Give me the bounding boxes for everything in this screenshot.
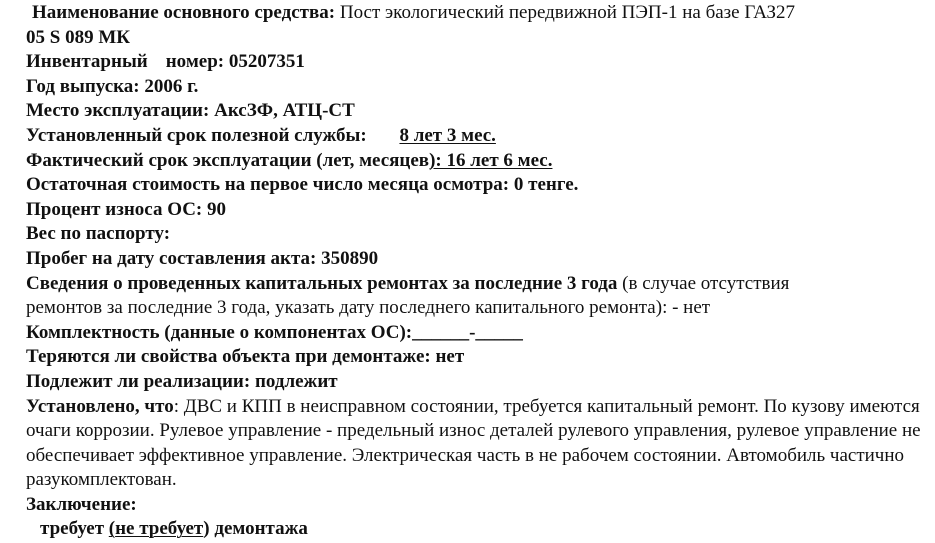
year-line bbox=[26, 75, 921, 100]
wear-label: Процент износа ОС: bbox=[26, 198, 203, 220]
weight-line bbox=[26, 222, 921, 247]
actual-life-label: Фактический срок эксплуатации (лет, месяцев bbox=[26, 149, 430, 171]
wear-line bbox=[26, 198, 921, 223]
weight-label: Вес по паспорту: bbox=[26, 223, 171, 245]
established-text: : ДВС и КПП в неисправном состоянии, требуется капитальный ремонт. По кузову имеются очаги коррозии. Рулевое управление - предельный износ деталей рулевого управления, рулевое управление не обеспечивает эффективное управление. Электрическая часть в не рабочем состоянии. Автомобиль частично разукомплектован. bbox=[26, 395, 921, 491]
service-life-line bbox=[26, 124, 921, 149]
service-life-label: Установленный срок полезной службы: bbox=[26, 124, 367, 146]
conclusion-paren-open: ( bbox=[108, 518, 116, 540]
residual-value: 0 тенге. bbox=[513, 174, 579, 196]
repairs-line bbox=[26, 272, 921, 297]
conclusion-label: Заключение: bbox=[26, 493, 137, 515]
asset-name-value-cont: 05 S 089 МК bbox=[26, 26, 131, 48]
location-line bbox=[26, 99, 921, 124]
repairs-note: (в случае отсутствия bbox=[622, 272, 790, 294]
dismantle-label: Теряются ли свойства объекта при демонтаже: bbox=[26, 346, 431, 368]
inventory-value: 05207351 bbox=[228, 51, 305, 73]
conclusion-not-requires: не требует bbox=[115, 518, 204, 540]
wear-value: 90 bbox=[207, 198, 227, 220]
completeness-value: ______-_____ bbox=[412, 321, 523, 343]
residual-label: Остаточная стоимость на первое число месяца осмотра: bbox=[26, 174, 510, 196]
repairs-label: Сведения о проведенных капитальных ремонтах за последние 3 года bbox=[26, 272, 618, 294]
residual-line bbox=[26, 173, 921, 198]
inventory-label: Инвентарный bbox=[26, 51, 148, 73]
mileage-label: Пробег на дату составления акта: bbox=[26, 247, 317, 269]
asset-name-value: Пост экологический передвижной ПЭП-1 на базе ГАЗ27 bbox=[339, 2, 796, 23]
conclusion-requires: требует bbox=[40, 518, 105, 540]
actual-life-value: ): 16 лет 6 мес. bbox=[429, 149, 553, 171]
sale-line bbox=[26, 370, 921, 395]
sale-value: подлежит bbox=[254, 370, 338, 392]
established-paragraph bbox=[26, 395, 921, 493]
established-label: Установлено, что bbox=[26, 395, 174, 417]
conclusion-paren-close: ) bbox=[203, 518, 210, 540]
sale-label: Подлежит ли реализации: bbox=[26, 370, 251, 392]
conclusion-value-line bbox=[26, 517, 921, 542]
completeness-label: Комплектность (данные о компонентах ОС): bbox=[26, 321, 413, 343]
repairs-note-cont: ремонтов за последние 3 года, указать дату последнего капитального ремонта): - нет bbox=[26, 297, 711, 319]
conclusion-line bbox=[26, 493, 921, 518]
inventory-line bbox=[26, 50, 921, 75]
dismantle-line bbox=[26, 345, 921, 370]
act-document bbox=[26, 1, 921, 542]
dismantle-value: нет bbox=[435, 346, 465, 368]
completeness-line bbox=[26, 321, 921, 346]
inventory-label-2: номер: bbox=[165, 51, 225, 73]
asset-name-line-2 bbox=[26, 26, 921, 51]
location-value: АксЗФ, АТЦ-СТ bbox=[214, 100, 355, 122]
conclusion-dismantle: демонтажа bbox=[214, 518, 308, 540]
service-life-value: 8 лет 3 мес. bbox=[399, 124, 496, 146]
actual-life-line bbox=[26, 149, 921, 174]
asset-name-label: Наименование основного средства: bbox=[32, 2, 336, 23]
mileage-value: 350890 bbox=[321, 247, 379, 269]
year-value: 2006 г. bbox=[144, 75, 199, 97]
repairs-line-2 bbox=[26, 296, 921, 321]
asset-name-line bbox=[26, 1, 921, 26]
mileage-line bbox=[26, 247, 921, 272]
year-label: Год выпуска: bbox=[26, 75, 140, 97]
location-label: Место эксплуатации: bbox=[26, 100, 210, 122]
